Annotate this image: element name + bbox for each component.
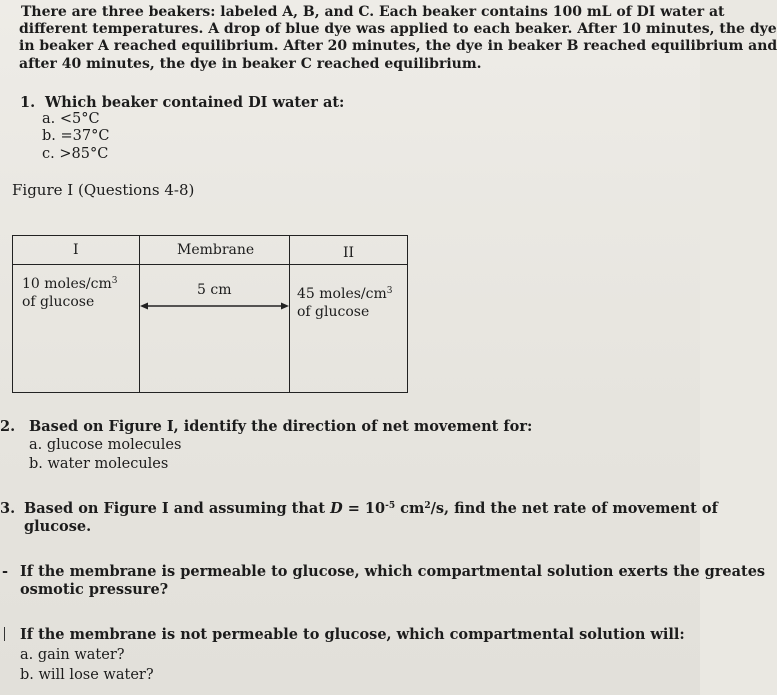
q4-text-line-1: If the membrane is permeable to glucose, which compartmental solution exerts the greates — [20, 563, 766, 580]
right-concentration: 45 moles/$cm^3$ — [297, 286, 393, 302]
membrane-left-line — [139, 236, 140, 392]
compartment-i-label: I — [73, 242, 79, 258]
header-divider — [13, 264, 407, 265]
intro-line-2: different temperatures. A drop of blue dye was applied to each beaker. After 10 minutes, the dye — [19, 21, 777, 37]
figure-caption: Figure I (Questions 4-8) — [12, 181, 195, 199]
intro-line-1: There are three beakers: labeled A, B, and C. Each beaker contains 100 mL of DI water at — [21, 4, 725, 20]
q1-option-a: a. <5°C — [42, 111, 100, 127]
compartment-ii-label: II — [343, 245, 355, 261]
q3-number: 3. — [0, 500, 16, 517]
q1-option-c: c. >85°C — [42, 146, 109, 162]
q5-option-a: a. gain water? — [20, 647, 125, 663]
q5-text: If the membrane is not permeable to glucose, which compartmental solution will: — [20, 626, 685, 643]
q1-number: 1. — [20, 94, 36, 111]
right-solute: of glucose — [297, 304, 370, 320]
membrane-label: Membrane — [177, 242, 255, 258]
q5-marker — [4, 627, 9, 641]
q2-number: 2. — [0, 418, 16, 435]
q2-option-b: b. water molecules — [29, 456, 169, 472]
distance-arrow — [139, 300, 290, 312]
intro-line-3: in beaker A reached equilibrium. After 20 minutes, the dye in beaker B reached equilibrium and — [19, 38, 777, 54]
intro-line-4: after 40 minutes, the dye in beaker C reached equilibrium. — [19, 56, 482, 72]
q3-text-line-2: glucose. — [24, 518, 92, 535]
left-solute: of glucose — [22, 294, 95, 310]
q4-number: - — [2, 563, 9, 580]
distance-label: 5 cm — [197, 282, 232, 298]
q4-text-line-2: osmotic pressure? — [20, 581, 169, 598]
membrane-right-line — [289, 236, 290, 392]
q1-option-b: b. =37°C — [42, 128, 110, 144]
q3-text: Based on Figure I and assuming that $D = 10^{-5}$ $cm^2/s$, find the net rate of movement of — [24, 500, 718, 517]
left-concentration: 10 moles/$cm^3$ — [22, 276, 118, 292]
q2-text: Based on Figure I, identify the direction of net movement for: — [29, 418, 533, 435]
q5-option-b: b. will lose water? — [20, 667, 154, 683]
q2-option-a: a. glucose molecules — [29, 437, 182, 453]
figure-diagram — [12, 235, 408, 393]
q1-text: Which beaker contained DI water at: — [45, 94, 345, 111]
